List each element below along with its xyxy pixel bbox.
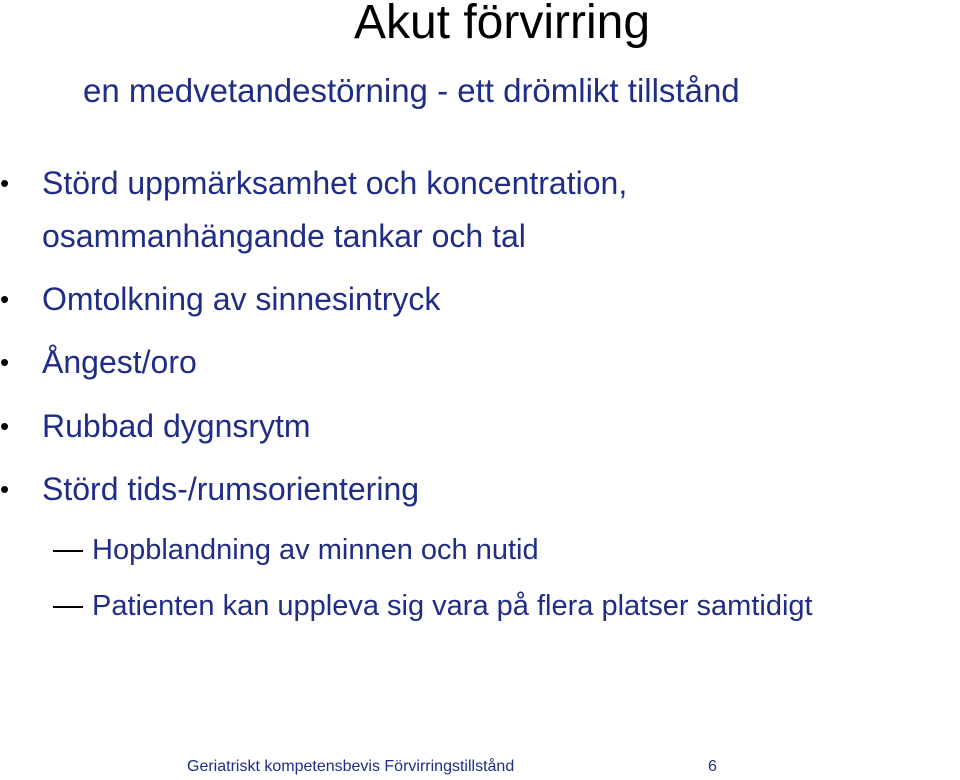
sub-bullet-text: Hopblandning av minnen och nutid bbox=[92, 534, 539, 566]
dash-icon bbox=[53, 606, 83, 608]
bullet-text: Omtolkning av sinnesintryck bbox=[42, 281, 441, 317]
page-number: 6 bbox=[708, 758, 717, 775]
sub-bullet-text: Patienten kan uppleva sig vara på flera platser samtidigt bbox=[92, 590, 813, 622]
bullet-dot-icon: • bbox=[0, 411, 10, 441]
bullet-dot-icon: • bbox=[0, 168, 10, 198]
slide-subtitle: en medvetandestörning - ett drömlikt tillstånd bbox=[83, 72, 740, 109]
slide-title: Akut förvirring bbox=[353, 0, 651, 49]
bullet-text: Rubbad dygnsrytm bbox=[42, 408, 311, 444]
bullet-dot-icon: • bbox=[0, 347, 10, 377]
bullet-text: osammanhängande tankar och tal bbox=[42, 218, 526, 254]
bullet-dot-icon: • bbox=[0, 284, 10, 314]
bullet-text: Störd tids-/rumsorientering bbox=[42, 471, 420, 507]
bullet-dot-icon: • bbox=[0, 474, 10, 504]
slide-footer: Geriatriskt kompetensbevis Förvirringstillstånd bbox=[187, 758, 515, 775]
bullet-text: Störd uppmärksamhet och koncentration, bbox=[42, 165, 628, 201]
dash-icon bbox=[53, 550, 83, 552]
bullet-text: Ångest/oro bbox=[42, 344, 197, 380]
